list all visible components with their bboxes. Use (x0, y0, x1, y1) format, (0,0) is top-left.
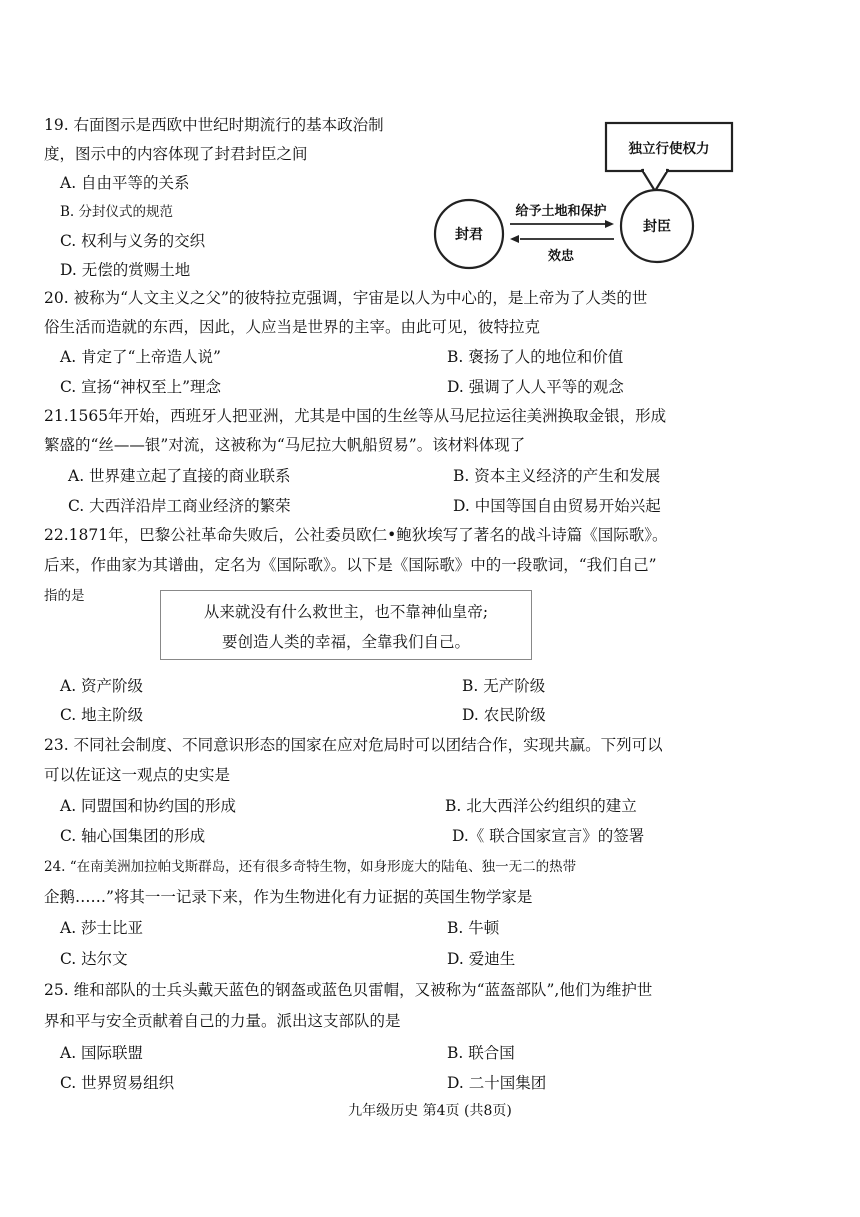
lyrics-quote-box (160, 590, 532, 660)
question-stem: 23. 不同社会制度、不同意识形态的国家在应对危局时可以团结合作，实现共赢。下列可以 (44, 736, 663, 754)
feudal-relationship-diagram (430, 115, 750, 275)
question-stem: 后来，作曲家为其谱曲，定名为《国际歌》。以下是《国际歌》中的一段歌词，“我们自己” (44, 556, 657, 574)
option-d: D. 中国等国自由贸易开始兴起 (453, 497, 661, 515)
option-d: D. 爱迪生 (447, 950, 516, 968)
question-stem: 19. 右面图示是西欧中世纪时期流行的基本政治制 (44, 116, 384, 134)
question-stem: 指的是 (44, 588, 85, 604)
page-footer: 九年级历史 第4页 (共8页) (348, 1103, 512, 1119)
lord-label: 封君 (455, 227, 483, 243)
question-stem: 可以佐证这一观点的史实是 (44, 766, 231, 784)
option-c: C. 大西洋沿岸工商业经济的繁荣 (68, 497, 291, 515)
grant-label: 给予土地和保护 (515, 204, 607, 219)
option-d: D. 无偿的赏赐土地 (60, 261, 191, 279)
option-c: C. 世界贸易组织 (60, 1074, 175, 1092)
option-a: A. 国际联盟 (60, 1044, 144, 1062)
option-a: A. 资产阶级 (60, 677, 144, 695)
option-b: B. 分封仪式的规范 (60, 204, 174, 220)
option-d: D. 强调了人人平等的观念 (447, 378, 624, 396)
question-stem: 24. “在南美洲加拉帕戈斯群岛，还有很多奇特生物，如身形庞大的陆龟、独一无二的热带 (44, 859, 577, 875)
option-b: B. 资本主义经济的产生和发展 (453, 467, 661, 485)
question-stem: 企鹅……”将其一一记录下来，作为生物进化有力证据的英国生物学家是 (44, 888, 533, 906)
vassal-label: 封臣 (643, 219, 671, 235)
option-d: D.《 联合国家宣言》的签署 (452, 827, 645, 845)
option-a: A. 自由平等的关系 (60, 174, 190, 192)
question-stem: 俗生活而造就的东西，因此，人应当是世界的主宰。由此可见，彼特拉克 (44, 318, 541, 336)
option-c: C. 宣扬“神权至上”理念 (60, 378, 222, 396)
option-b: B. 褒扬了人的地位和价值 (447, 348, 624, 366)
question-stem: 度，图示中的内容体现了封君封臣之间 (44, 145, 308, 163)
option-c: C. 权利与义务的交织 (60, 232, 206, 250)
option-a: A. 同盟国和协约国的形成 (60, 797, 237, 815)
lyrics-line: 要创造人类的幸福，全靠我们自己。 (221, 633, 470, 651)
loyalty-label: 效忠 (547, 249, 575, 264)
option-a: A. 世界建立起了直接的商业联系 (68, 467, 291, 485)
option-a: A. 肯定了“上帝造人说” (60, 348, 221, 366)
question-stem: 22.1871年，巴黎公社革命失败后，公社委员欧仁•鲍狄埃写了著名的战斗诗篇《国际歌》。 (44, 526, 668, 544)
option-b: B. 牛顿 (447, 919, 500, 937)
question-stem: 繁盛的“丝——银”对流，这被称为“马尼拉大帆船贸易”。该材料体现了 (44, 436, 526, 454)
question-stem: 21.1565年开始，西班牙人把亚洲，尤其是中国的生丝等从马尼拉运往美洲换取金银，形成 (44, 407, 667, 425)
bubble-pointer (642, 170, 668, 191)
question-stem: 界和平与安全贡献着自己的力量。派出这支部队的是 (44, 1012, 401, 1030)
option-b: B. 北大西洋公约组织的建立 (445, 797, 637, 815)
option-d: D. 农民阶级 (462, 706, 546, 724)
power-label: 独立行使权力 (628, 141, 710, 157)
option-b: B. 无产阶级 (462, 677, 546, 695)
lyrics-line: 从来就没有什么救世主，也不靠神仙皇帝; (203, 603, 489, 621)
question-stem: 20. 被称为“人文主义之父”的彼特拉克强调，宇宙是以人为中心的，是上帝为了人类的世 (44, 289, 648, 307)
option-a: A. 莎士比亚 (60, 919, 144, 937)
option-c: C. 轴心国集团的形成 (60, 827, 206, 845)
option-c: C. 地主阶级 (60, 706, 144, 724)
option-c: C. 达尔文 (60, 950, 128, 968)
option-d: D. 二十国集团 (447, 1074, 547, 1092)
question-stem: 25. 维和部队的士兵头戴天蓝色的钢盔或蓝色贝雷帽，又被称为“蓝盔部队”,他们为维护世 (44, 981, 653, 999)
option-b: B. 联合国 (447, 1044, 515, 1062)
